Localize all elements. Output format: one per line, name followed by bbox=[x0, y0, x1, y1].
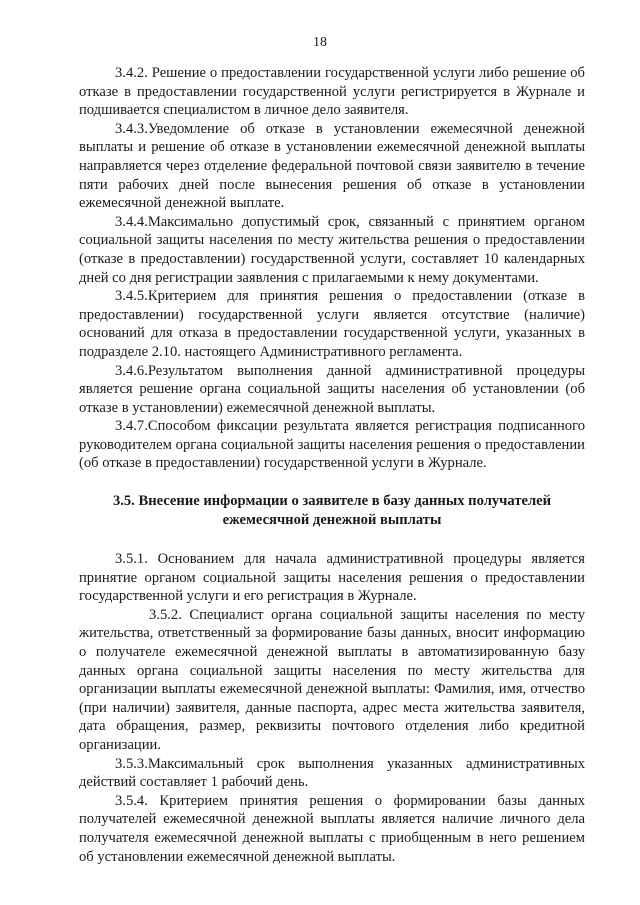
paragraph-3-5-3: 3.5.3.Максимальный срок выполнения указанных административных действий составляет 1 рабочий день. bbox=[79, 755, 585, 791]
paragraph-3-5-1: 3.5.1. Основанием для начала административной процедуры является принятие органом социальной защиты населения решения о предоставлении государственной услуги и его регистрация в Журнале. bbox=[79, 551, 585, 605]
page-content bbox=[79, 64, 585, 866]
section-heading-line-2: ежемесячной денежной выплаты bbox=[222, 512, 442, 529]
paragraph-3-4-7: 3.4.7.Способом фиксации результата является регистрация подписанного руководителем органа социальной защиты населения решения о предоставлении (об отказе в предоставлении) государственной услуги в Журнале. bbox=[79, 418, 585, 472]
paragraph-3-4-4: 3.4.4.Максимально допустимый срок, связанный с принятием органом социальной защиты населения по месту жительства решения о предоставлении (отказе в предоставлении) государственной услуги, составляет 10 календарных дней со дня регистрации заявления с прилагаемыми к нему документами. bbox=[79, 213, 585, 286]
section-heading bbox=[79, 492, 585, 530]
section-heading-line-1: 3.5. Внесение информации о заявителе в базу данных получателей bbox=[112, 493, 552, 510]
page-number: 18 bbox=[313, 35, 327, 50]
paragraph-3-5-4: 3.5.4. Критерием принятия решения о формировании базы данных получателей ежемесячной денежной выплаты является наличие личного дела получателя ежемесячной денежной выплаты с приобщенным в него решением об установлении ежемесячной денежной выплаты. bbox=[79, 792, 585, 865]
paragraph-3-5-2: 3.5.2. Специалист органа социальной защиты населения по месту жительства, ответственный за формирование базы данных, вносит информацию о получателе ежемесячной денежной выплаты в автоматизированную базу данных органа социальной защиты населения по месту жительства для организации выплаты ежемесячной денежной выплаты: Фамилия, имя, отчество (при наличии) заявителя, данные паспорта, адрес места жительства заявителя, дата обращения, размер, реквизиты почтового отделения либо кредитной организации. bbox=[79, 606, 585, 753]
paragraph-3-4-6: 3.4.6.Результатом выполнения данной административной процедуры является решение органа социальной защиты населения об установлении (об отказе в установлении) ежемесячной денежной выплаты. bbox=[79, 362, 585, 416]
paragraph-3-4-3: 3.4.3.Уведомление об отказе в установлении ежемесячной денежной выплаты и решение об отказе в установлении ежемесячной денежной выплаты направляется через отделение федеральной почтовой связи заявителю в течение пяти рабочих дней после вынесения решения об отказе в установлении ежемесячной денежной выплате. bbox=[79, 120, 585, 212]
paragraph-3-4-5: 3.4.5.Критерием для принятия решения о предоставлении (отказе в предоставлении) государственной услуги является отсутствие (наличие) оснований для отказа в предоставлении государственной услуги, указанных в подразделе 2.10. настоящего Административного регламента. bbox=[79, 288, 585, 360]
paragraph-3-4-2: 3.4.2. Решение о предоставлении государственной услуги либо решение об отказе в предоставлении государственной услуги регистрируется в Журнале и подшивается специалистом в личное дело заявителя. bbox=[79, 65, 585, 119]
